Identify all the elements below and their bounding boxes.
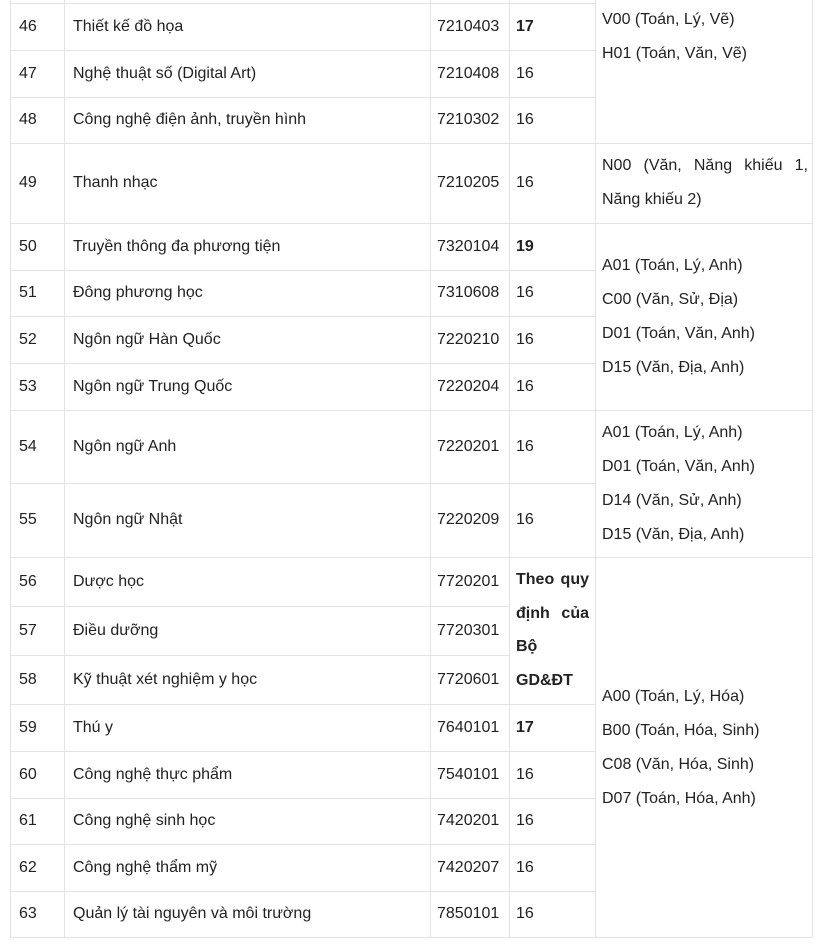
- row-number: 58: [19, 670, 37, 688]
- benchmark-score: 19: [516, 237, 534, 255]
- row-number: 57: [19, 621, 37, 639]
- major-code: 7720301: [437, 621, 500, 639]
- subject-combination-group: [602, 416, 808, 552]
- major-name: Truyền thông đa phương tiện: [73, 237, 281, 255]
- subject-combination: Năng khiếu 2): [602, 191, 702, 208]
- benchmark-score: 16: [516, 284, 534, 301]
- row-divider: [10, 557, 813, 558]
- major-name: Ngôn ngữ Trung Quốc: [73, 377, 233, 395]
- subject-combination: B00 (Toán, Hóa, Sinh): [602, 722, 760, 739]
- major-code: 7720201: [437, 572, 500, 590]
- row-divider: [10, 937, 813, 938]
- major-code: 7220201: [437, 437, 500, 455]
- row-number: 46: [19, 17, 37, 35]
- row-divider: [10, 751, 595, 752]
- major-name: Công nghệ thẩm mỹ: [73, 858, 218, 876]
- row-number: 50: [19, 237, 37, 255]
- benchmark-score: 16: [516, 765, 534, 783]
- major-name: Kỹ thuật xét nghiệm y học: [73, 670, 258, 688]
- benchmark-score: 17: [516, 718, 534, 736]
- major-name: Ngôn ngữ Nhật: [73, 511, 183, 528]
- row-number: 54: [19, 437, 37, 455]
- row-number: 60: [19, 765, 37, 783]
- benchmark-score: 16: [516, 377, 534, 395]
- row-divider: [10, 316, 595, 317]
- subject-combination: D14 (Văn, Sử, Anh): [602, 492, 742, 509]
- major-name: Công nghệ sinh học: [73, 812, 216, 829]
- benchmark-score: 17: [516, 17, 534, 35]
- column-divider: [430, 0, 431, 937]
- subject-combination: A01 (Toán, Lý, Anh): [602, 424, 743, 441]
- major-name: Công nghệ điện ảnh, truyền hình: [73, 111, 307, 128]
- benchmark-score: 16: [516, 858, 534, 876]
- major-code: 7320104: [437, 237, 500, 255]
- row-divider: [10, 798, 595, 799]
- row-number: 48: [19, 111, 37, 128]
- row-number: 53: [19, 377, 37, 395]
- row-number: 55: [19, 511, 37, 528]
- subject-combination-group: [602, 149, 808, 217]
- subject-combination: A01 (Toán, Lý, Anh): [602, 257, 743, 274]
- major-code: 7850101: [437, 905, 500, 922]
- major-code: 7220209: [437, 511, 500, 528]
- merged-score-cell: [516, 563, 589, 697]
- column-divider: [595, 0, 596, 937]
- row-number: 51: [19, 284, 37, 301]
- subject-combination-group: [602, 249, 808, 385]
- row-divider: [10, 3, 595, 4]
- benchmark-score: 16: [516, 437, 534, 455]
- row-divider: [10, 97, 595, 98]
- row-number: 63: [19, 905, 37, 922]
- row-number: 61: [19, 812, 37, 829]
- row-divider: [10, 223, 813, 224]
- row-number: 49: [19, 174, 37, 191]
- major-name: Dược học: [73, 572, 144, 590]
- major-name: Ngôn ngữ Anh: [73, 437, 177, 455]
- subject-combination: D15 (Văn, Địa, Anh): [602, 526, 745, 543]
- benchmark-score: 16: [516, 111, 534, 128]
- major-code: 7210403: [437, 17, 500, 35]
- row-divider: [10, 655, 509, 656]
- column-divider: [64, 0, 65, 937]
- subject-combination: D07 (Toán, Hóa, Anh): [602, 790, 756, 807]
- major-name: Công nghệ thực phẩm: [73, 765, 233, 783]
- subject-combination: D01 (Toán, Văn, Anh): [602, 325, 755, 342]
- column-divider: [812, 0, 813, 937]
- row-divider: [10, 891, 595, 892]
- major-name: Điều dưỡng: [73, 621, 159, 639]
- major-name: Ngôn ngữ Hàn Quốc: [73, 330, 221, 348]
- major-code: 7540101: [437, 765, 500, 783]
- row-number: 56: [19, 572, 37, 590]
- row-number: 59: [19, 718, 37, 736]
- row-divider: [10, 844, 595, 845]
- benchmark-score: 16: [516, 330, 534, 348]
- subject-combination: A00 (Toán, Lý, Hóa): [602, 688, 745, 705]
- row-divider: [10, 50, 595, 51]
- major-name: Thú y: [73, 718, 114, 736]
- subject-combination: N00 (Văn, Năng khiếu 1,: [602, 157, 808, 174]
- major-code: 7210302: [437, 111, 500, 128]
- row-divider: [10, 410, 813, 411]
- major-code: 7420207: [437, 858, 500, 876]
- subject-combination-group: [602, 3, 808, 71]
- benchmark-score: 16: [516, 511, 534, 528]
- subject-combination: C08 (Văn, Hóa, Sinh): [602, 756, 755, 773]
- benchmark-score: 16: [516, 905, 534, 922]
- benchmark-score: 16: [516, 64, 534, 82]
- row-number: 52: [19, 330, 37, 348]
- benchmark-score: 16: [516, 812, 534, 829]
- major-code: 7310608: [437, 284, 500, 301]
- merged-score-line: Bộ: [516, 638, 538, 655]
- major-name: Quản lý tài nguyên và môi trường: [73, 905, 312, 922]
- row-divider: [10, 270, 595, 271]
- row-number: 47: [19, 64, 37, 82]
- major-code: 7720601: [437, 670, 500, 688]
- subject-combination-group: [602, 680, 808, 816]
- row-divider: [10, 483, 595, 484]
- major-code: 7220204: [437, 377, 500, 395]
- column-divider: [10, 0, 11, 937]
- subject-combination: D01 (Toán, Văn, Anh): [602, 458, 755, 475]
- row-divider: [10, 143, 813, 144]
- major-name: Đông phương học: [73, 284, 203, 301]
- major-code: 7210408: [437, 64, 500, 82]
- row-number: 62: [19, 858, 37, 876]
- row-divider: [10, 704, 595, 705]
- benchmark-score: 16: [516, 174, 534, 191]
- merged-score-line: GD&ĐT: [516, 671, 573, 689]
- subject-combination: C00 (Văn, Sử, Địa): [602, 291, 739, 308]
- merged-score-line: Theo quy: [516, 571, 589, 588]
- subject-combination: V00 (Toán, Lý, Vẽ): [602, 11, 735, 28]
- major-code: 7210205: [437, 174, 500, 191]
- major-name: Nghệ thuật số (Digital Art): [73, 64, 257, 82]
- major-code: 7220210: [437, 330, 500, 348]
- row-divider: [10, 606, 509, 607]
- major-name: Thanh nhạc: [73, 174, 158, 191]
- major-code: 7640101: [437, 718, 500, 736]
- column-divider: [509, 0, 510, 937]
- row-divider: [10, 363, 595, 364]
- subject-combination: H01 (Toán, Văn, Vẽ): [602, 45, 747, 62]
- subject-combination: D15 (Văn, Địa, Anh): [602, 359, 745, 376]
- major-name: Thiết kế đồ họa: [73, 17, 184, 35]
- merged-score-line: định của: [516, 604, 589, 622]
- major-code: 7420201: [437, 812, 500, 829]
